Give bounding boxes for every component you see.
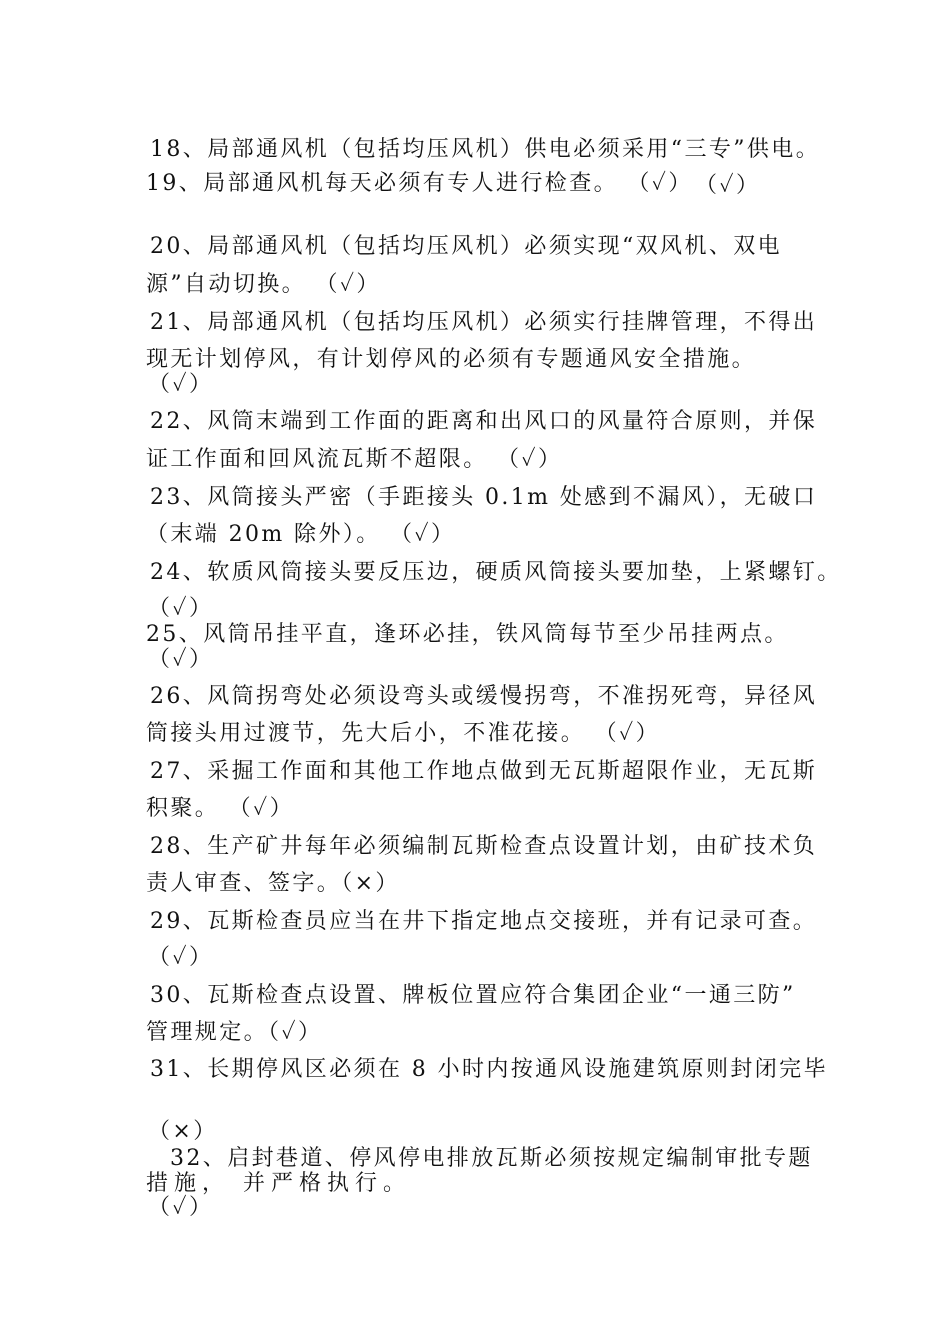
line-29-mark: （✓） xyxy=(148,945,214,970)
line-24: 24、软质风筒接头要反压边，硬质风筒接头要加垫，上紧螺钉。 xyxy=(150,560,842,585)
line-19: 19、局部通风机每天必须有专人进行检查。 （✓） xyxy=(146,171,693,196)
line-25: 25、风筒吊挂平直，逢环必挂，铁风筒每节至少吊挂两点。 xyxy=(146,622,789,647)
line-18-mark: （✓） xyxy=(695,173,761,198)
line-27b: 积聚。 （✓） xyxy=(146,796,294,821)
line-21b: 现无计划停风，有计划停风的必须有专题通风安全措施。 xyxy=(146,347,757,372)
line-27a: 27、采掘工作面和其他工作地点做到无瓦斯超限作业，无瓦斯 xyxy=(150,759,818,784)
line-18: 18、局部通风机（包括均压风机）供电必须采用“三专”供电。 xyxy=(150,137,821,162)
line-22a: 22、风筒末端到工作面的距离和出风口的风量符合原则，并保 xyxy=(150,409,818,434)
line-23b: （末端 20m 除外）。 （✓） xyxy=(146,522,456,547)
line-31: 31、长期停风区必须在 8 小时内按通风设施建筑原则封闭完毕 xyxy=(150,1057,828,1082)
line-23a: 23、风筒接头严密（手距接头 0.1m 处感到不漏风），无破口 xyxy=(150,485,818,510)
line-32b: 措施， 并严格执行。 xyxy=(146,1171,411,1196)
line-32a: 32、启封巷道、停风停电排放瓦斯必须按规定编制审批专题 xyxy=(170,1146,813,1171)
line-22b: 证工作面和回风流瓦斯不超限。 （✓） xyxy=(146,447,563,472)
line-31-mark: （×） xyxy=(148,1119,218,1144)
line-30b: 管理规定。（✓） xyxy=(146,1020,323,1045)
line-21-mark: （✓） xyxy=(148,372,214,397)
line-28a: 28、生产矿井每年必须编制瓦斯检查点设置计划，由矿技术负 xyxy=(150,834,818,859)
line-20a: 20、局部通风机（包括均压风机）必须实现“双风机、双电 xyxy=(150,234,783,259)
line-30a: 30、瓦斯检查点设置、牌板位置应符合集团企业“一通三防” xyxy=(150,983,796,1008)
line-21a: 21、局部通风机（包括均压风机）必须实行挂牌管理，不得出 xyxy=(150,310,818,335)
line-24-mark: （✓） xyxy=(148,596,214,621)
line-26a: 26、风筒拐弯处必须设弯头或缓慢拐弯，不准拐死弯，异径风 xyxy=(150,684,818,709)
line-29: 29、瓦斯检查员应当在井下指定地点交接班，并有记录可查。 xyxy=(150,909,818,934)
line-32-mark: （✓） xyxy=(148,1195,214,1220)
line-26b: 筒接头用过渡节，先大后小，不准花接。 （✓） xyxy=(146,721,660,746)
line-28b: 责人审查、签字。（×） xyxy=(146,871,400,896)
line-25-mark: （✓） xyxy=(148,647,214,672)
line-20b: 源”自动切换。 （✓） xyxy=(146,272,381,297)
